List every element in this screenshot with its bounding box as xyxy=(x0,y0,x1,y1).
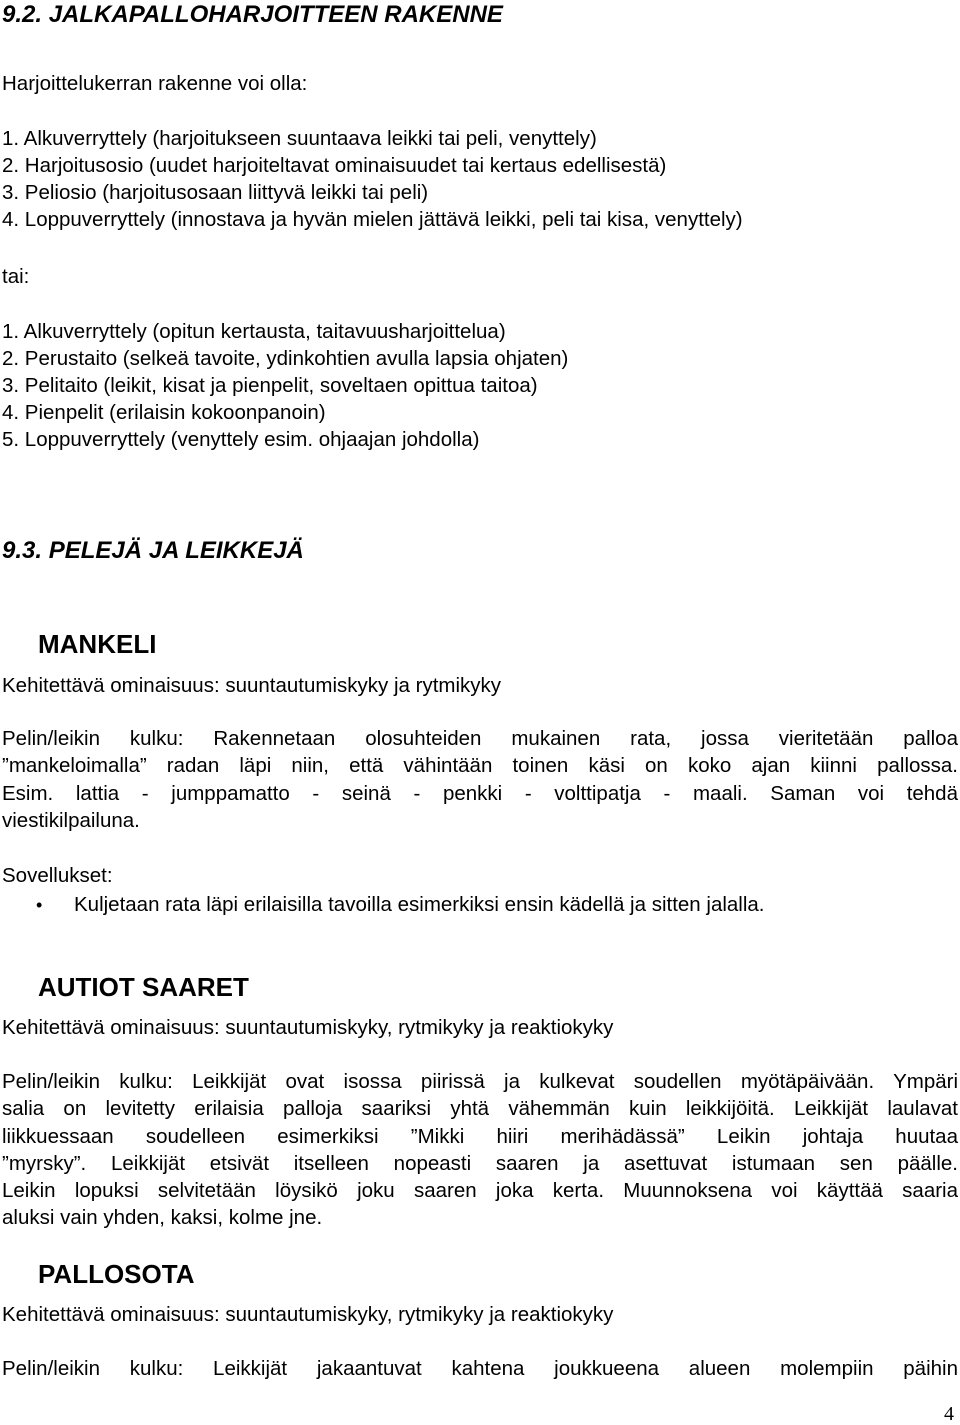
description-line: viestikilpailuna. xyxy=(2,808,140,832)
page-number: 4 xyxy=(944,1403,954,1425)
list-item: 4. Pienpelit (erilaisin kokoonpanoin) xyxy=(2,401,326,424)
game-description xyxy=(2,1068,958,1232)
description-line: Pelin/leikin kulku: Leikkijät jakaantuvat kahtena joukkueena alueen molempiin päihin xyxy=(2,1357,958,1380)
section-heading-9-2: 9.2. JALKAPALLOHARJOITTEEN RAKENNE xyxy=(2,1,503,28)
applications-label: Sovellukset: xyxy=(2,864,113,887)
ability-text: Kehitettävä ominaisuus: suuntautumiskyky, rytmikyky ja reaktiokyky xyxy=(2,1303,614,1326)
description-line: Esim. lattia - jumppamatto - seinä - penkki - volttipatja - maali. Saman voi tehdä xyxy=(2,781,958,805)
description-line: aluksi vain yhden, kaksi, kolme jne. xyxy=(2,1206,323,1230)
ability-text: Kehitettävä ominaisuus: suuntautumiskyky, rytmikyky ja reaktiokyky xyxy=(2,1016,614,1039)
description-line: salia on levitetty erilaisia palloja saariksi yhtä vähemmän kuin leikkijöitä. Leikkijät laulavat xyxy=(2,1097,958,1121)
list-item: 3. Peliosio (harjoitusosaan liittyvä leikki tai peli) xyxy=(2,181,429,204)
game-title-pallosota: PALLOSOTA xyxy=(38,1259,195,1289)
list-item: 1. Alkuverryttely (harjoitukseen suuntaava leikki tai peli, venyttely) xyxy=(2,127,597,150)
description-line: Pelin/leikin kulku: Rakennetaan olosuhteiden mukainen rata, jossa vieritetään palloa xyxy=(2,727,958,750)
intro-text: Harjoittelukerran rakenne voi olla: xyxy=(2,72,308,95)
description-line: Pelin/leikin kulku: Leikkijät ovat isossa piirissä ja kulkevat soudellen myötäpäivään. Ympäri xyxy=(2,1070,958,1093)
list-item: 2. Perustaito (selkeä tavoite, ydinkohtien avulla lapsia ohjaten) xyxy=(2,347,569,370)
list-item: 5. Loppuverryttely (venyttely esim. ohjaajan johdolla) xyxy=(2,428,480,451)
description-line: ”myrsky”. Leikkijät etsivät itselleen nopeasti saaren ja asettuvat istumaan sen päälle. xyxy=(2,1151,958,1175)
ability-text: Kehitettävä ominaisuus: suuntautumiskyky ja rytmikyky xyxy=(2,674,502,697)
bullet-icon: • xyxy=(36,895,43,915)
list-item: 2. Harjoitusosio (uudet harjoiteltavat ominaisuudet tai kertaus edellisestä) xyxy=(2,154,667,177)
game-description xyxy=(2,1355,958,1382)
description-line: Leikin lopuksi selvitetään löysikö joku saaren joka kerta. Muunnoksena voi käyttää saaria xyxy=(2,1179,958,1203)
section-heading-9-3: 9.3. PELEJÄ JA LEIKKEJÄ xyxy=(2,537,304,564)
description-line: liikkuessaan soudelleen esimerkiksi ”Mikki hiiri merihädässä” Leikin johtaja huutaa xyxy=(2,1124,958,1148)
description-line: ”mankeloimalla” radan läpi niin, että vähintään toinen käsi on koko ajan kiinni pallossa. xyxy=(2,754,958,778)
list-item: 1. Alkuverryttely (opitun kertausta, taitavuusharjoittelua) xyxy=(2,320,506,343)
or-label: tai: xyxy=(2,265,30,288)
game-title-autiot-saaret: AUTIOT SAARET xyxy=(38,972,249,1002)
game-title-mankeli: MANKELI xyxy=(38,629,157,659)
list-item: 4. Loppuverryttely (innostava ja hyvän mielen jättävä leikki, peli tai kisa, venyttely) xyxy=(2,208,743,231)
game-description xyxy=(2,725,958,834)
list-item: 3. Pelitaito (leikit, kisat ja pienpelit, soveltaen opittua taitoa) xyxy=(2,374,538,397)
application-item: Kuljetaan rata läpi erilaisilla tavoilla esimerkiksi ensin kädellä ja sitten jalalla. xyxy=(74,893,765,916)
